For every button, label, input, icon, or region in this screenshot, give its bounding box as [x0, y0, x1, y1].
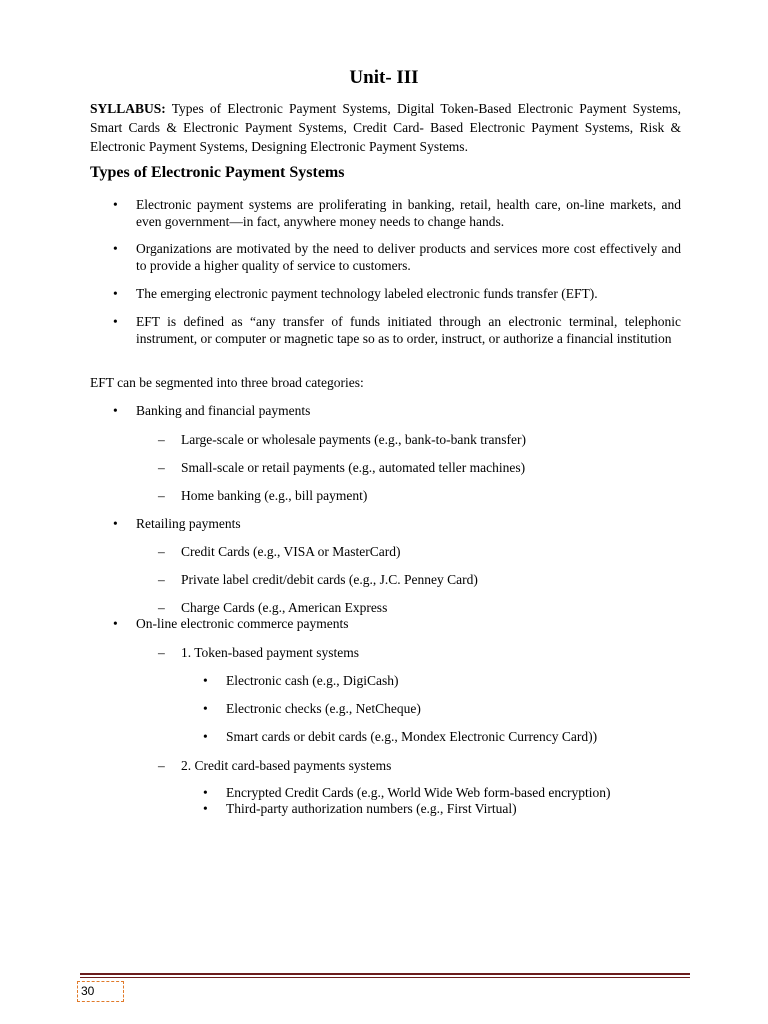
- list-item: Charge Cards (e.g., American Express: [181, 600, 388, 615]
- bullet-marker: •: [113, 516, 118, 531]
- footer-rule: [80, 973, 690, 975]
- list-item: Private label credit/debit cards (e.g., J.C. Penney Card): [181, 572, 478, 587]
- list-item: Home banking (e.g., bill payment): [181, 488, 368, 503]
- dash-marker: –: [158, 572, 165, 587]
- list-item: Small-scale or retail payments (e.g., automated teller machines): [181, 460, 526, 475]
- list-item: Credit Cards (e.g., VISA or MasterCard): [181, 544, 401, 559]
- list-item: Third-party authorization numbers (e.g., First Virtual): [226, 801, 517, 816]
- intro-bullet-3: The emerging electronic payment technology labeled electronic funds transfer (EFT).: [136, 286, 598, 301]
- bullet-marker: •: [113, 286, 118, 301]
- list-item: Electronic checks (e.g., NetCheque): [226, 701, 421, 716]
- dash-marker: –: [158, 758, 165, 773]
- category-retailing: Retailing payments: [136, 516, 241, 531]
- intro-bullet-2: Organizations are motivated by the need to deliver products and services more cost effectively and to provide a higher quality of service to customers.: [136, 241, 681, 273]
- subgroup-credit-card-based: 2. Credit card-based payments systems: [181, 758, 392, 773]
- intro-bullet-4: EFT is defined as “any transfer of funds initiated through an electronic terminal, telephonic instrument, or computer or magnetic tape so as to order, instruct, or authorize a financial institution: [136, 314, 681, 346]
- category-banking: Banking and financial payments: [136, 403, 311, 418]
- bullet-marker: •: [203, 673, 208, 688]
- footer-rule-thin: [80, 977, 690, 978]
- dash-marker: –: [158, 460, 165, 475]
- syllabus-text: Types of Electronic Payment Systems, Digital Token-Based Electronic Payment Systems, Smart Cards & Electronic Payment Systems, Credit Card- Based Electronic Payment Systems, Risk & Electronic Payment Systems, Designing Electronic Payment Systems.: [90, 101, 681, 154]
- categories-intro: EFT can be segmented into three broad categories:: [90, 375, 364, 390]
- list-item: Electronic cash (e.g., DigiCash): [226, 673, 399, 688]
- list-item: Large-scale or wholesale payments (e.g., bank-to-bank transfer): [181, 432, 526, 447]
- bullet-marker: •: [113, 403, 118, 418]
- bullet-marker: •: [203, 701, 208, 716]
- dash-marker: –: [158, 432, 165, 447]
- unit-title: Unit- III: [349, 67, 419, 88]
- syllabus-paragraph: [90, 99, 681, 156]
- bullet-marker: •: [203, 801, 208, 816]
- dash-marker: –: [158, 600, 165, 615]
- bullet-marker: •: [203, 785, 208, 800]
- bullet-marker: •: [113, 616, 118, 631]
- list-item: Encrypted Credit Cards (e.g., World Wide Web form-based encryption): [226, 785, 611, 800]
- intro-bullet-1: Electronic payment systems are proliferating in banking, retail, health care, on-line markets, and even government—in fact, anywhere money needs to change hands.: [136, 197, 681, 229]
- bullet-marker: •: [113, 197, 118, 212]
- category-online: On-line electronic commerce payments: [136, 616, 349, 631]
- bullet-marker: •: [113, 241, 118, 256]
- page-number: 30: [77, 981, 124, 1002]
- dash-marker: –: [158, 488, 165, 503]
- subgroup-token-based: 1. Token-based payment systems: [181, 645, 360, 660]
- bullet-marker: •: [113, 314, 118, 329]
- section-heading: Types of Electronic Payment Systems: [90, 164, 345, 181]
- bullet-marker: •: [203, 729, 208, 744]
- list-item: Smart cards or debit cards (e.g., Mondex Electronic Currency Card)): [226, 729, 598, 744]
- dash-marker: –: [158, 645, 165, 660]
- dash-marker: –: [158, 544, 165, 559]
- syllabus-label: SYLLABUS:: [90, 101, 166, 116]
